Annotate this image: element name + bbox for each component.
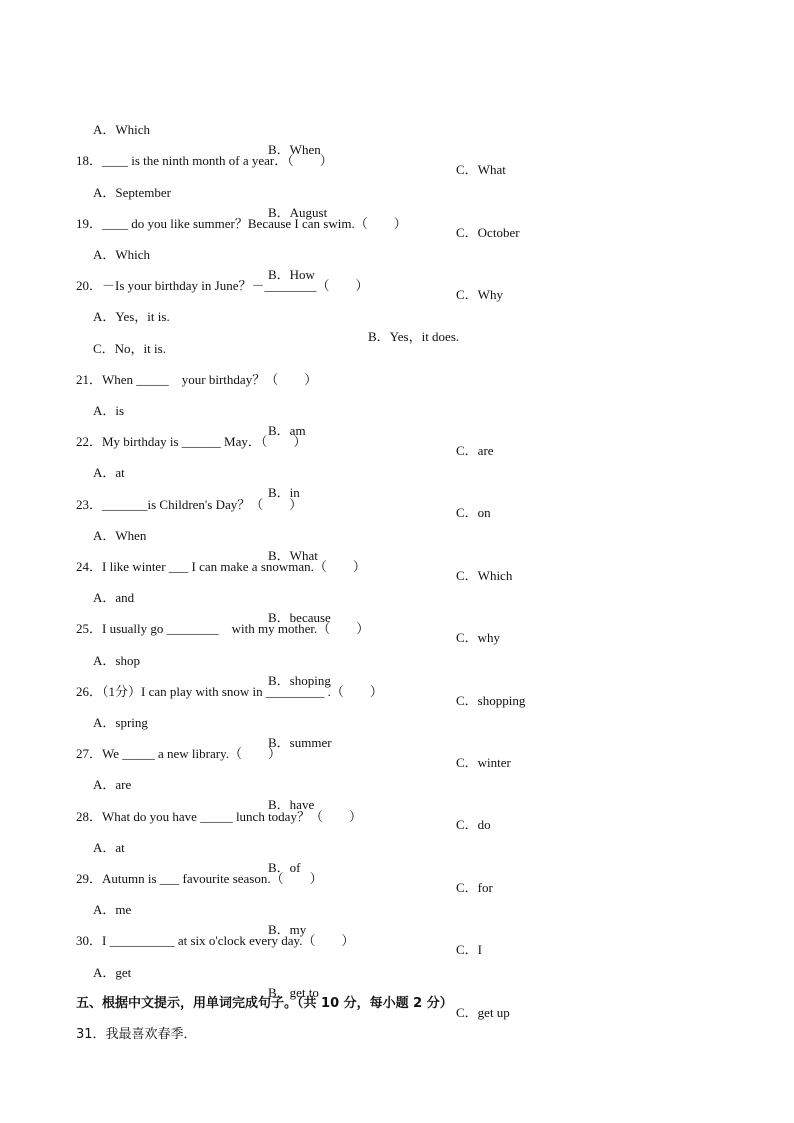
q26-stem-line xyxy=(0,662,794,699)
q28-option-a[interactable]: A．at xyxy=(93,840,125,855)
q25-stem-line xyxy=(0,599,794,636)
q19-option-a[interactable]: A．Which xyxy=(93,247,151,262)
q20-stem: 20．－Is your birthday in June？－________（ ） xyxy=(76,278,369,293)
q21-stem: 21．When _____ your birthday？（ ） xyxy=(76,372,318,387)
q25-option-c[interactable]: C．shopping xyxy=(456,693,526,708)
q20-options-row1 xyxy=(0,287,794,344)
q19-stem-line xyxy=(0,194,794,231)
q17-option-b[interactable]: B．When xyxy=(268,142,321,157)
q29-option-a[interactable]: A．me xyxy=(93,902,132,917)
q19-stem: 19．____ do you like summer？Because I can swim.（ ） xyxy=(76,216,407,231)
q21-option-b[interactable]: B．am xyxy=(268,423,306,438)
q22-option-c[interactable]: C．on xyxy=(456,505,491,520)
q26-option-c[interactable]: C．winter xyxy=(456,755,511,770)
q21-option-a[interactable]: A．is xyxy=(93,403,125,418)
q24-stem: 24．I like winter ___ I can make a snowman.（ ） xyxy=(76,559,366,574)
q24-option-a[interactable]: A．and xyxy=(93,590,135,605)
q25-option-a[interactable]: A．shop xyxy=(93,653,140,668)
q27-stem-line xyxy=(0,724,794,761)
section5-heading: 五、根据中文提示，用单词完成句子。（共 10 分，每小题 2 分） xyxy=(76,996,453,1011)
q27-option-b[interactable]: B．have xyxy=(268,797,315,812)
q23-option-c[interactable]: C．Which xyxy=(456,568,513,583)
q20-option-c[interactable]: C．No，it is. xyxy=(93,341,166,356)
q19-option-b[interactable]: B．How xyxy=(268,267,315,282)
q28-option-c[interactable]: C．for xyxy=(456,880,493,895)
q26-stem: 26．（1分）I can play with snow in _________ .（ ） xyxy=(76,684,383,699)
q20-stem-line xyxy=(0,256,794,293)
q27-option-c[interactable]: C．do xyxy=(456,817,491,832)
q21-option-c[interactable]: C．are xyxy=(456,443,494,458)
q20-options-row2 xyxy=(0,319,794,356)
q22-option-a[interactable]: A．at xyxy=(93,465,125,480)
q18-stem-line xyxy=(0,131,794,168)
q24-option-c[interactable]: C．why xyxy=(456,630,501,645)
q26-option-a[interactable]: A．spring xyxy=(93,715,148,730)
q22-stem: 22．My birthday is ______ May．（ ） xyxy=(76,434,307,449)
q29-stem: 29．Autumn is ___ favourite season.（ ） xyxy=(76,871,323,886)
q30-stem-line xyxy=(0,911,794,948)
q18-option-c[interactable]: C．October xyxy=(456,225,520,240)
q18-option-b[interactable]: B．August xyxy=(268,205,328,220)
q19-option-c[interactable]: C．Why xyxy=(456,287,503,302)
q23-stem: 23．_______is Children's Day？（ ） xyxy=(76,497,303,512)
q25-stem: 25．I usually go ________ with my mother.（ ） xyxy=(76,621,370,636)
q30-option-b[interactable]: B．get to xyxy=(268,985,319,1000)
q31-stem: 31．我最喜欢春季． xyxy=(76,1027,197,1042)
q26-option-b[interactable]: B．summer xyxy=(268,735,332,750)
q18-stem: 18．____ is the ninth month of a year．（ ） xyxy=(76,153,333,168)
q22-stem-line xyxy=(0,412,794,449)
q18-option-a[interactable]: A．September xyxy=(93,185,171,200)
q24-option-b[interactable]: B．because xyxy=(268,610,331,625)
q17-option-a[interactable]: A．Which xyxy=(93,122,151,137)
q17-option-c[interactable]: C．What xyxy=(456,162,506,177)
q28-stem: 28．What do you have _____ lunch today？（ ） xyxy=(76,809,362,824)
q30-option-c[interactable]: C．get up xyxy=(456,1005,510,1020)
q27-option-a[interactable]: A．are xyxy=(93,777,132,792)
q24-stem-line xyxy=(0,537,794,574)
q22-option-b[interactable]: B．in xyxy=(268,485,300,500)
q29-option-c[interactable]: C．I xyxy=(456,942,483,957)
q28-option-b[interactable]: B．of xyxy=(268,860,301,875)
q21-stem-line xyxy=(0,350,794,387)
q30-option-a[interactable]: A．get xyxy=(93,965,132,980)
q27-stem: 27．We _____ a new library.（ ） xyxy=(76,746,281,761)
q31-stem-line xyxy=(0,1005,794,1042)
q30-stem: 30．I __________ at six o'clock every day.（ ） xyxy=(76,933,355,948)
q29-stem-line xyxy=(0,849,794,886)
q28-stem-line xyxy=(0,787,794,824)
q23-option-b[interactable]: B．What xyxy=(268,548,318,563)
q23-option-a[interactable]: A．When xyxy=(93,528,147,543)
q25-option-b[interactable]: B．shoping xyxy=(268,673,331,688)
q23-stem-line xyxy=(0,475,794,512)
q20-option-b[interactable]: B．Yes，it does. xyxy=(368,329,460,344)
section5-heading-line xyxy=(0,974,794,1011)
q20-option-a[interactable]: A．Yes，it is. xyxy=(93,309,170,324)
q29-option-b[interactable]: B．my xyxy=(268,922,307,937)
